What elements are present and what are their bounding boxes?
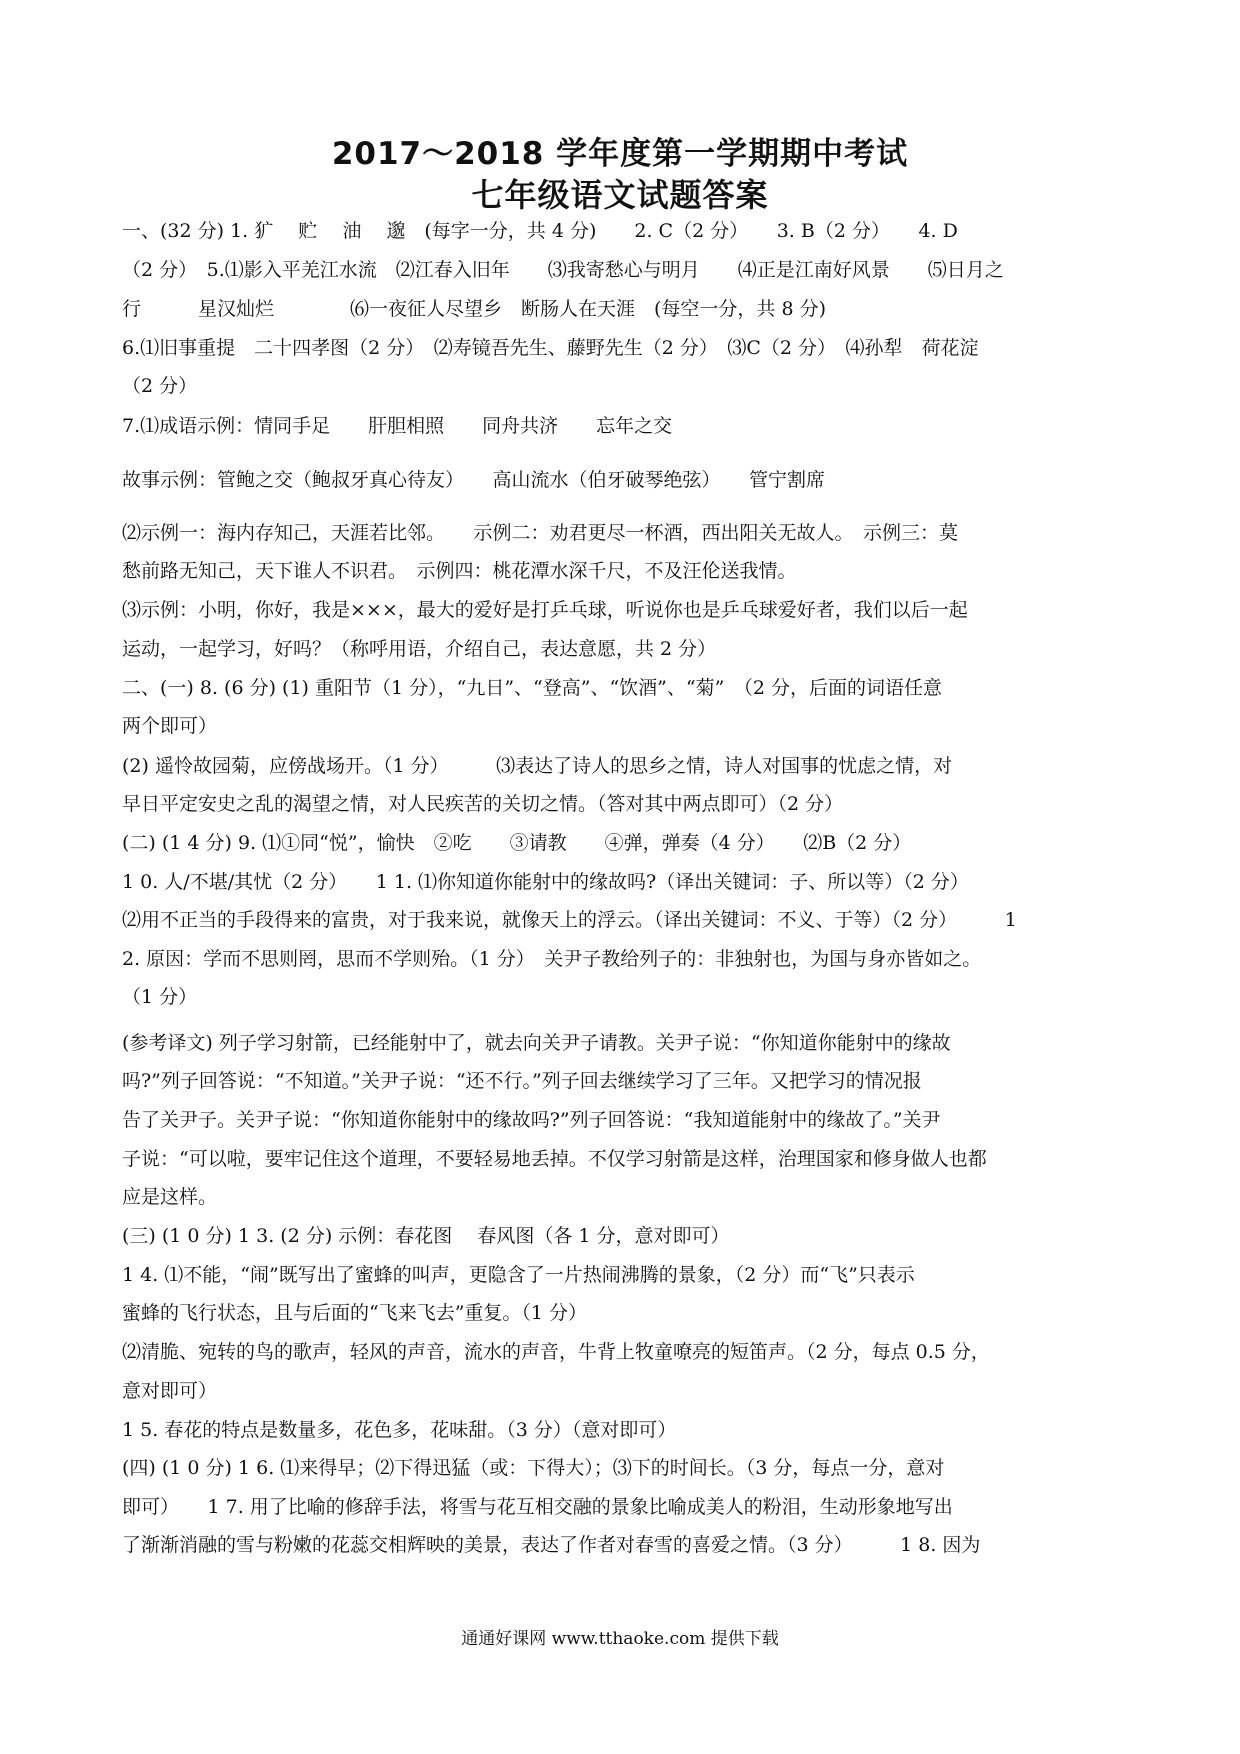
answer-line: 蜜蜂的飞行状态，且与后面的“飞来飞去”重复。（1 分） [122,1302,588,1324]
answer-line: 早日平定安史之乱的渴望之情，对人民疾苦的关切之情。（答对其中两点即可）（2 分） [122,793,844,815]
answer-line: 两个即可） [122,715,218,737]
answer-line: (二) (1 4 分) 9. ⑴①同“悦”，愉快 ②吃 ③请教 ④弹，弹奏（4 分） ⑵B（2 分） [122,832,912,854]
answer-line: 1 5. 春花的特点是数量多，花色多，花味甜。（3 分）（意对即可） [122,1419,677,1441]
answer-line: （1 分） [122,986,198,1008]
answer-line: ⑵示例一：海内存知己，天涯若比邻。 示例二：劝君更尽一杯酒，西出阳关无故人。 示例三：莫 [122,522,959,544]
answer-line: ⑵清脆、宛转的鸟的歌声，轻风的声音，流水的声音，牛背上牧童嘹亮的短笛声。（2 分，每点 0.5 分， [122,1341,990,1363]
answer-line: 应是这样。 [122,1186,218,1208]
answer-line: 意对即可） [122,1380,218,1402]
answer-line: (三) (1 0 分) 1 3. (2 分) 示例：春花图 春风图（各 1 分，意对即可） [122,1225,730,1247]
answer-line: 一、(32 分) 1. 犷 贮 油 邈 (每字一分，共 4 分) 2. C（2 分） 3. B（2 分） 4. D [122,220,958,242]
answer-line: 6.⑴旧事重提 二十四孝图（2 分） ⑵寿镜吾先生、藤野先生（2 分） ⑶C（2 分） ⑷孙犁 荷花淀 [122,337,979,359]
answer-line: 运动，一起学习，好吗？（称呼用语，介绍自己，表达意愿，共 2 分） [122,638,717,660]
exam-title: 2017～2018 学年度第一学期期中考试 [331,136,909,172]
answer-line: 7.⑴成语示例：情同手足 肝胆相照 同舟共济 忘年之交 [122,415,673,437]
answer-line: ⑵用不正当的手段得来的富贵，对于我来说，就像天上的浮云。（译出关键词：不义、于等）（2 分） 1 [122,909,1017,931]
answer-line: (四) (1 0 分) 1 6. ⑴来得早；⑵下得迅猛（或：下得大）；⑶下的时间长。（3 分，每点一分，意对 [122,1457,945,1479]
answer-line: 故事示例：管鲍之交（鲍叔牙真心待友） 高山流水（伯牙破琴绝弦） 管宁割席 [122,469,826,491]
answer-line: 愁前路无知己，天下谁人不识君。 示例四：桃花潭水深千尺，不及汪伦送我情。 [122,560,797,582]
answer-line: （2 分） [122,375,198,397]
exam-subtitle: 七年级语文试题答案 [471,176,769,214]
answer-line: 了渐渐消融的雪与粉嫩的花蕊交相辉映的美景，表达了作者对春雪的喜爱之情。（3 分） 1 8. 因为 [122,1534,981,1556]
answer-line: 告了关尹子。关尹子说：“你知道你能射中的缘故吗?”列子回答说：“我知道能射中的缘故了。”关尹 [122,1109,941,1131]
answer-line: 即可） 1 7. 用了比喻的修辞手法，将雪与花互相交融的景象比喻成美人的粉泪，生动形象地写出 [122,1496,953,1518]
footer-download-note: 通通好课网 www.tthaoke.com 提供下载 [461,1629,779,1649]
answer-line: (参考译文) 列子学习射箭，已经能射中了，就去向关尹子请教。关尹子说：“你知道你能射中的缘故 [122,1032,951,1054]
answer-line: 行 星汉灿烂 ⑹一夜征人尽望乡 断肠人在天涯 (每空一分，共 8 分) [122,298,826,320]
answer-line: 1 0. 人/不堪/其忧（2 分） 1 1. ⑴你知道你能射中的缘故吗?（译出关键词：子、所以等）（2 分） [122,871,969,893]
answer-line: 吗?”列子回答说：“不知道。”关尹子说：“还不行。”列子回去继续学习了三年。又把学习的情况报 [122,1070,922,1092]
answer-line: 2. 原因：学而不思则罔，思而不学则殆。（1 分） 关尹子教给列子的：非独射也，为国与身亦皆如之。 [122,948,982,970]
answer-line: ⑶示例：小明，你好，我是×××，最大的爱好是打乒乓球，听说你也是乒乓球爱好者，我们以后一起 [122,599,968,621]
answer-line: （2 分） 5.⑴影入平羌江水流 ⑵江春入旧年 ⑶我寄愁心与明月 ⑷正是江南好风景 ⑸日月之 [122,259,1004,281]
answer-line: (2) 遥怜故园菊，应傍战场开。（1 分） ⑶表达了诗人的思乡之情，诗人对国事的忧虑之情，对 [122,755,953,777]
answer-line: 二、(一) 8. (6 分) (1) 重阳节（1 分），“九日”、“登高”、“饮酒”、“菊” （2 分，后面的词语任意 [122,677,942,699]
answer-line: 子说：“可以啦，要牢记住这个道理，不要轻易地丢掉。不仅学习射箭是这样，治理国家和修身做人也都 [122,1148,987,1170]
answer-line: 1 4. ⑴不能，“闹”既写出了蜜蜂的叫声，更隐含了一片热闹沸腾的景象，（2 分）而“飞”只表示 [122,1264,915,1286]
